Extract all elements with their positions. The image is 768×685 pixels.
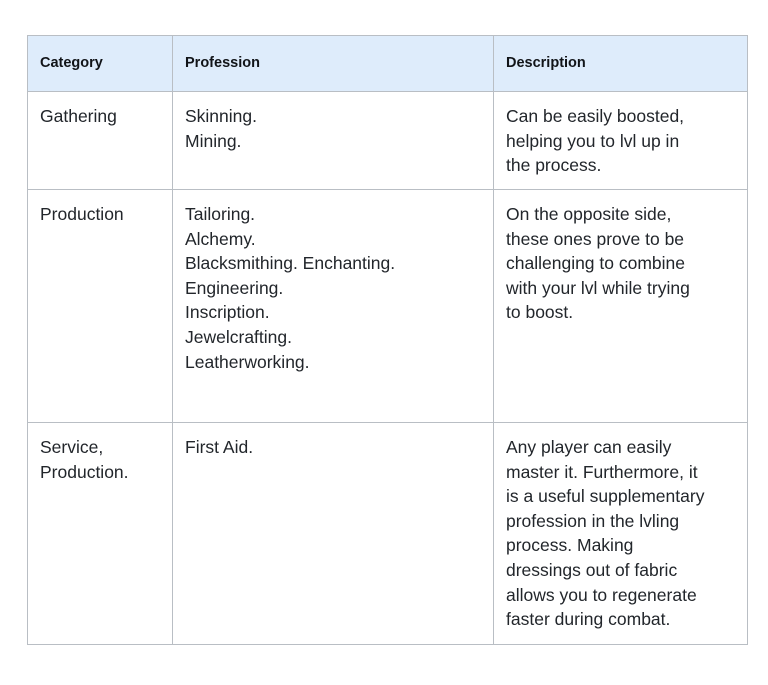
cell-line: dressings out of fabric xyxy=(506,559,678,580)
cell-line: Can be easily boosted, xyxy=(506,106,685,126)
cell-line: allows you to regenerate xyxy=(506,584,697,605)
table-row xyxy=(28,190,748,423)
cell-category xyxy=(28,190,173,423)
cell-line: helping you to lvl up in xyxy=(506,130,680,151)
cell-line: master it. Furthermore, it xyxy=(506,461,698,482)
cell-line: Jewelcrafting. xyxy=(185,326,292,347)
cell-description xyxy=(494,423,748,645)
table-header xyxy=(28,36,748,92)
cell-description xyxy=(494,190,748,423)
cell-line: Gathering xyxy=(40,106,117,126)
cell-line: these ones prove to be xyxy=(506,228,685,249)
table-row xyxy=(28,92,748,190)
professions-table-container xyxy=(27,35,747,645)
table-body xyxy=(28,92,748,645)
cell-line: Mining. xyxy=(185,130,242,151)
cell-line: First Aid. xyxy=(185,437,254,457)
cell-line: Production xyxy=(40,204,124,224)
cell-line: profession in the lvling xyxy=(506,510,680,531)
cell-description xyxy=(494,92,748,190)
cell-line: Skinning. xyxy=(185,106,257,126)
header-row xyxy=(28,36,748,92)
cell-line: Production. xyxy=(40,461,129,482)
cell-line: Tailoring. xyxy=(185,204,256,224)
cell-line: is a useful supplementary xyxy=(506,486,705,507)
cell-line: On the opposite side, xyxy=(506,204,672,224)
header-description: Description xyxy=(494,36,748,92)
cell-line: Leatherworking. xyxy=(185,351,310,372)
cell-line: Alchemy. xyxy=(185,228,256,249)
header-profession: Profession xyxy=(173,36,494,92)
professions-table xyxy=(27,35,748,645)
cell-line: challenging to combine xyxy=(506,253,686,274)
cell-category xyxy=(28,92,173,190)
cell-line: Inscription. xyxy=(185,302,270,323)
table-row xyxy=(28,423,748,645)
cell-line: with your lvl while trying xyxy=(506,277,690,298)
cell-line: to boost. xyxy=(506,302,574,323)
cell-profession xyxy=(173,190,494,423)
cell-line: Service, xyxy=(40,437,104,457)
cell-line: the process. xyxy=(506,155,602,176)
cell-profession xyxy=(173,92,494,190)
header-category: Category xyxy=(28,36,173,92)
cell-line: Any player can easily xyxy=(506,437,672,457)
cell-category xyxy=(28,423,173,645)
cell-profession xyxy=(173,423,494,645)
cell-line: Blacksmithing. Enchanting. xyxy=(185,253,396,274)
cell-line: process. Making xyxy=(506,535,634,556)
cell-line: faster during combat. xyxy=(506,609,671,630)
cell-line: Engineering. xyxy=(185,277,284,298)
